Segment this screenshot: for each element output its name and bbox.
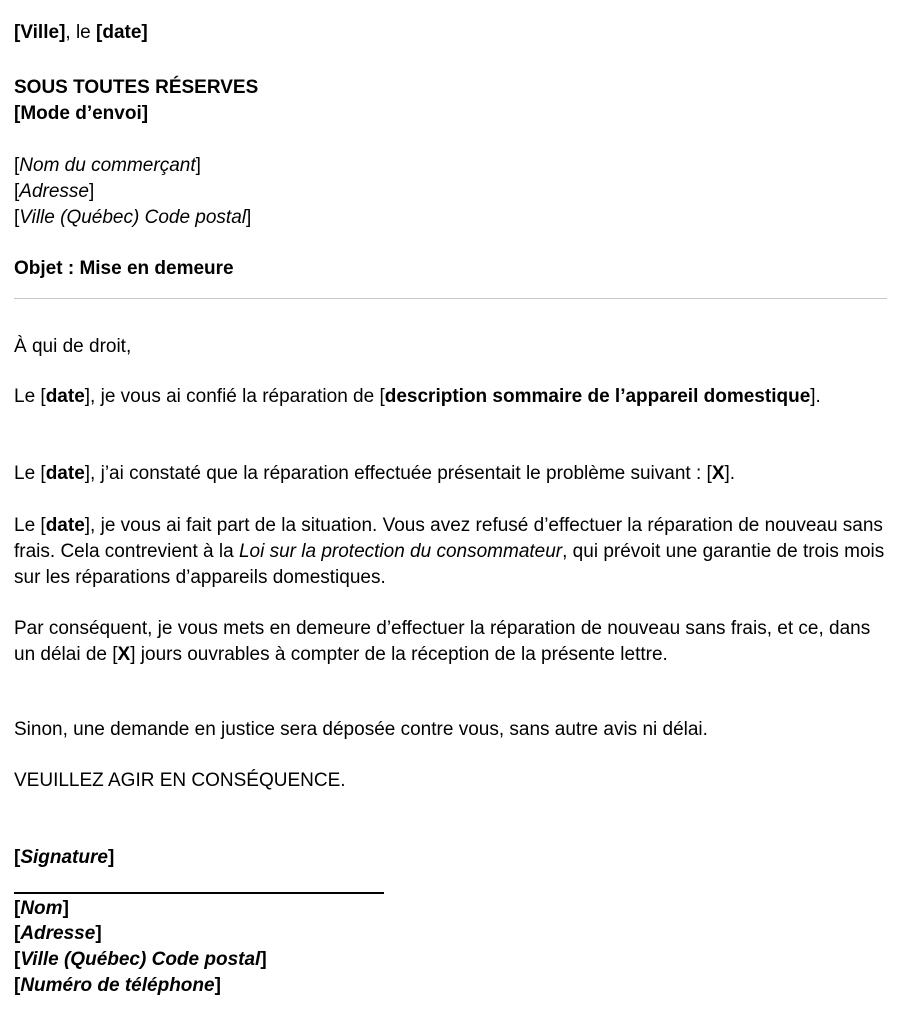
- signer-address: [Adresse]: [14, 923, 102, 944]
- recipient-address: [Adresse]: [14, 181, 95, 202]
- le-text: , le: [65, 22, 97, 43]
- recipient-name: [Nom du commerçant]: [14, 155, 201, 176]
- signer-city: [Ville (Québec) Code postal]: [14, 949, 267, 970]
- separator-line: [14, 298, 887, 299]
- paragraph-problem-found: Le [date], j’ai constaté que la réparation effectuée présentait le problème suivant : [X].: [14, 463, 736, 484]
- paragraph-formal-notice: Par conséquent, je vous mets en demeure d’effectuer la réparation de nouveau sans frais, et ce, dans un délai de [X] jours ouvrables à compter de la réception de la présente lettre.: [14, 618, 871, 665]
- reserve-notice: SOUS TOUTES RÉSERVES: [14, 77, 259, 98]
- subject-line: Objet : Mise en demeure: [14, 258, 234, 279]
- date-placeholder: date: [102, 22, 142, 43]
- city-placeholder: Ville: [20, 22, 60, 43]
- paragraph-repair-request: Le [date], je vous ai confié la réparation de [description sommaire de l’appareil domestique].: [14, 386, 821, 407]
- send-mode: [Mode d’envoi]: [14, 103, 149, 124]
- paragraph-refusal: Le [date], je vous ai fait part de la situation. Vous avez refusé d’effectuer la réparation de nouveau sans frais. Cela contrevient à la Loi sur la protection du consommateur, qui prévoit une garantie de trois mois sur les réparations d’appareils domestiques.: [14, 515, 885, 588]
- paragraph-act-accordingly: VEUILLEZ AGIR EN CONSÉQUENCE.: [14, 770, 346, 791]
- recipient-city: [Ville (Québec) Code postal]: [14, 207, 252, 228]
- signature-label: [Signature]: [14, 847, 115, 868]
- place-date-line: [Ville], le [date]: [14, 22, 148, 43]
- signer-name: [Nom]: [14, 898, 69, 919]
- paragraph-legal-action: Sinon, une demande en justice sera déposée contre vous, sans autre avis ni délai.: [14, 719, 708, 740]
- signer-phone: [Numéro de téléphone]: [14, 975, 221, 996]
- salutation: À qui de droit,: [14, 336, 132, 357]
- signature-line: [14, 892, 384, 894]
